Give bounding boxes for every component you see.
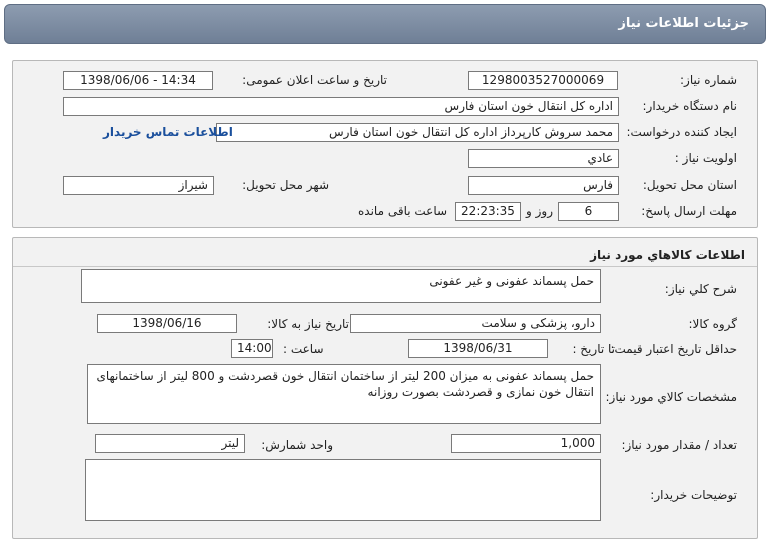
creator-field: محمد سروش کارپرداز اداره کل انتقال خون استان فارس xyxy=(216,123,619,142)
announce-datetime-field: 1398/06/06 - 14:34 xyxy=(63,71,213,90)
price-valid-label: حداقل تاریخ اعتبار قیمت: xyxy=(610,342,737,356)
page-header xyxy=(4,4,766,44)
qty-field: 1,000 xyxy=(451,434,601,453)
hour-label: ساعت : xyxy=(283,342,324,356)
days-field: 6 xyxy=(558,202,619,221)
city-field: شیراز xyxy=(63,176,214,195)
need-number-field: 1298003527000069 xyxy=(468,71,618,90)
city-label: شهر محل تحویل: xyxy=(242,178,329,192)
goods-group-field: دارو، پزشکی و سلامت xyxy=(350,314,601,333)
qty-label: تعداد / مقدار مورد نیاز: xyxy=(621,438,737,452)
priority-field: عادي xyxy=(468,149,619,168)
time-remaining-field: 22:23:35 xyxy=(455,202,521,221)
priority-label: اولویت نیاز : xyxy=(674,151,737,165)
unit-label: واحد شمارش: xyxy=(261,438,333,452)
spec-field: حمل پسماند عفونی به میزان 200 لیتر از ساختمان انتقال خون قصردشت و 800 لیتر از ساختمانهای انتقال خون نمازی و قصردشت بصورت روزانه xyxy=(87,364,601,424)
summary-label: شرح کلي نياز: xyxy=(664,282,737,296)
buyer-notes-label: توضیحات خریدار: xyxy=(650,488,737,502)
spec-label: مشخصات کالاي مورد نياز: xyxy=(605,390,737,404)
day-and-label: روز و xyxy=(526,204,553,218)
page-title: جزئیات اطلاعات نیاز xyxy=(618,16,749,31)
goods-info-panel xyxy=(12,237,758,539)
announce-label: تاریخ و ساعت اعلان عمومی: xyxy=(242,73,387,87)
hour-field: 14:00 xyxy=(231,339,273,358)
until-date-field: 1398/06/31 xyxy=(408,339,548,358)
unit-field: لیتر xyxy=(95,434,245,453)
buyer-org-label: نام دستگاه خریدار: xyxy=(642,99,737,113)
need-info-panel xyxy=(12,60,758,228)
goods-group-label: گروه کالا: xyxy=(688,317,737,331)
need-number-label: شماره نیاز: xyxy=(680,73,737,87)
until-date-label: تا تاریخ : xyxy=(572,342,615,356)
need-date-label: تاریخ نیاز به کالا: xyxy=(267,317,349,331)
remaining-label: ساعت باقی مانده xyxy=(358,204,448,218)
buyer-contact-link[interactable]: اطلاعات تماس خریدار xyxy=(103,125,233,139)
province-label: استان محل تحویل: xyxy=(642,178,737,192)
need-date-field: 1398/06/16 xyxy=(97,314,237,333)
section-divider xyxy=(13,266,757,267)
summary-field: حمل پسماند عفونی و غیر عفونی xyxy=(81,269,601,303)
buyer-notes-field xyxy=(85,459,601,521)
goods-section-title: اطلاعات کالاهاي مورد نياز xyxy=(590,248,745,262)
deadline-label: مهلت ارسال پاسخ: xyxy=(641,204,737,218)
buyer-org-field: اداره کل انتقال خون استان فارس xyxy=(63,97,619,116)
creator-label: ایجاد کننده درخواست: xyxy=(626,125,737,139)
province-field: فارس xyxy=(468,176,619,195)
